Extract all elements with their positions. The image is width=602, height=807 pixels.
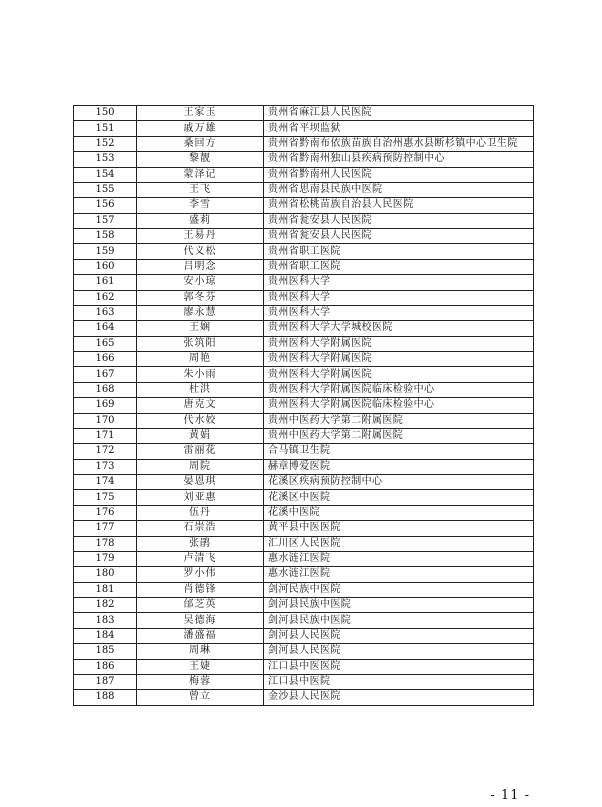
table-row xyxy=(74,428,534,443)
person-name: 桑回方 xyxy=(137,136,264,151)
person-name: 卢清飞 xyxy=(137,551,264,566)
row-number: 178 xyxy=(74,536,137,551)
organization: 贵州省瓮安县人民医院 xyxy=(264,213,534,228)
table-row xyxy=(74,598,534,613)
table-row xyxy=(74,567,534,582)
person-name: 梅蓉 xyxy=(137,674,264,689)
organization: 花溪区疾病预防控制中心 xyxy=(264,475,534,490)
organization: 贵州省黔南州人民医院 xyxy=(264,167,534,182)
row-number: 171 xyxy=(74,428,137,443)
organization: 花溪区中医院 xyxy=(264,490,534,505)
person-name: 肖德锋 xyxy=(137,582,264,597)
table-row xyxy=(74,659,534,674)
table-row xyxy=(74,321,534,336)
organization: 江口县中医医院 xyxy=(264,659,534,674)
table-row xyxy=(74,352,534,367)
organization: 贵州省黔南布依族苗族自治州惠水县断杉镇中心卫生院 xyxy=(264,136,534,151)
table-row xyxy=(74,152,534,167)
organization: 贵州医科大学附属医院 xyxy=(264,336,534,351)
table-row xyxy=(74,490,534,505)
organization: 贵州医科大学附属医院 xyxy=(264,352,534,367)
row-number: 180 xyxy=(74,567,137,582)
row-number: 185 xyxy=(74,644,137,659)
organization: 贵州医科大学大学城校医院 xyxy=(264,321,534,336)
organization: 贵州省松桃苗族自治县人民医院 xyxy=(264,198,534,213)
row-number: 169 xyxy=(74,398,137,413)
person-name: 王婕 xyxy=(137,659,264,674)
table-row xyxy=(74,290,534,305)
table-row xyxy=(74,398,534,413)
row-number: 170 xyxy=(74,413,137,428)
row-number: 154 xyxy=(74,167,137,182)
person-name: 伍丹 xyxy=(137,505,264,520)
table-row xyxy=(74,690,534,705)
table-row xyxy=(74,582,534,597)
person-name: 唐克文 xyxy=(137,398,264,413)
table-row xyxy=(74,674,534,689)
table-row xyxy=(74,213,534,228)
person-name: 盛莉 xyxy=(137,213,264,228)
row-number: 163 xyxy=(74,305,137,320)
person-name: 戚万雄 xyxy=(137,121,264,136)
person-name: 周院 xyxy=(137,459,264,474)
row-number: 166 xyxy=(74,352,137,367)
row-number: 165 xyxy=(74,336,137,351)
organization: 剑河县人民医院 xyxy=(264,628,534,643)
table-row xyxy=(74,444,534,459)
organization: 惠水涟江医院 xyxy=(264,551,534,566)
row-number: 172 xyxy=(74,444,137,459)
table-row xyxy=(74,644,534,659)
table-row xyxy=(74,167,534,182)
organization: 惠水涟江医院 xyxy=(264,567,534,582)
person-name: 王家玉 xyxy=(137,106,264,121)
row-number: 188 xyxy=(74,690,137,705)
organization: 剑河民族中医院 xyxy=(264,582,534,597)
row-number: 182 xyxy=(74,598,137,613)
person-name: 晏恩琪 xyxy=(137,475,264,490)
table-row xyxy=(74,198,534,213)
table-row xyxy=(74,551,534,566)
organization: 贵州医科大学 xyxy=(264,290,534,305)
row-number: 177 xyxy=(74,521,137,536)
table-row xyxy=(74,505,534,520)
table-row xyxy=(74,244,534,259)
organization: 贵州医科大学 xyxy=(264,275,534,290)
table-row xyxy=(74,229,534,244)
person-name: 王飞 xyxy=(137,182,264,197)
organization: 贵州省黔南州独山县疾病预防控制中心 xyxy=(264,152,534,167)
table-row xyxy=(74,305,534,320)
person-name: 黄娟 xyxy=(137,428,264,443)
row-number: 153 xyxy=(74,152,137,167)
row-number: 157 xyxy=(74,213,137,228)
organization: 贵州医科大学 xyxy=(264,305,534,320)
table-row xyxy=(74,275,534,290)
row-number: 158 xyxy=(74,229,137,244)
person-name: 廖永慧 xyxy=(137,305,264,320)
table-row xyxy=(74,336,534,351)
person-name: 安小琼 xyxy=(137,275,264,290)
organization: 剑河县人民医院 xyxy=(264,644,534,659)
row-number: 156 xyxy=(74,198,137,213)
person-name: 石崇浩 xyxy=(137,521,264,536)
person-name: 周艳 xyxy=(137,352,264,367)
table-row xyxy=(74,382,534,397)
person-name: 郭冬芬 xyxy=(137,290,264,305)
organization: 赫章博爱医院 xyxy=(264,459,534,474)
row-number: 159 xyxy=(74,244,137,259)
table-row xyxy=(74,121,534,136)
table-row xyxy=(74,367,534,382)
organization: 贵州医科大学附属医院临床检验中心 xyxy=(264,382,534,397)
person-name: 杜洪 xyxy=(137,382,264,397)
row-number: 175 xyxy=(74,490,137,505)
organization: 花溪中医院 xyxy=(264,505,534,520)
organization: 贵州省职工医院 xyxy=(264,259,534,274)
row-number: 164 xyxy=(74,321,137,336)
row-number: 174 xyxy=(74,475,137,490)
row-number: 183 xyxy=(74,613,137,628)
row-number: 179 xyxy=(74,551,137,566)
row-number: 160 xyxy=(74,259,137,274)
organization: 贵州中医药大学第二附属医院 xyxy=(264,428,534,443)
person-name: 刘亚惠 xyxy=(137,490,264,505)
person-name: 代义松 xyxy=(137,244,264,259)
organization: 黄平县中医医院 xyxy=(264,521,534,536)
row-number: 152 xyxy=(74,136,137,151)
page-number: - 11 - xyxy=(490,788,530,803)
person-name: 李雪 xyxy=(137,198,264,213)
person-name: 代水姣 xyxy=(137,413,264,428)
person-name: 周琳 xyxy=(137,644,264,659)
row-number: 162 xyxy=(74,290,137,305)
row-number: 155 xyxy=(74,182,137,197)
person-name: 曾立 xyxy=(137,690,264,705)
person-name: 张筑阳 xyxy=(137,336,264,351)
row-number: 176 xyxy=(74,505,137,520)
table-row xyxy=(74,628,534,643)
organization: 贵州省麻江县人民医院 xyxy=(264,106,534,121)
row-number: 168 xyxy=(74,382,137,397)
person-name: 王娴 xyxy=(137,321,264,336)
person-name: 邰芝英 xyxy=(137,598,264,613)
organization: 金沙县人民医院 xyxy=(264,690,534,705)
table-row xyxy=(74,521,534,536)
person-name: 张鹃 xyxy=(137,536,264,551)
person-name: 朱小雨 xyxy=(137,367,264,382)
row-number: 161 xyxy=(74,275,137,290)
row-number: 151 xyxy=(74,121,137,136)
row-number: 181 xyxy=(74,582,137,597)
person-name: 蒙泽记 xyxy=(137,167,264,182)
organization: 贵州中医药大学第二附属医院 xyxy=(264,413,534,428)
table-row xyxy=(74,259,534,274)
table-row xyxy=(74,106,534,121)
organization: 贵州省瓮安县人民医院 xyxy=(264,229,534,244)
person-name: 潘盛福 xyxy=(137,628,264,643)
table-row xyxy=(74,136,534,151)
row-number: 184 xyxy=(74,628,137,643)
row-number: 187 xyxy=(74,674,137,689)
person-name: 罗小伟 xyxy=(137,567,264,582)
organization: 合马镇卫生院 xyxy=(264,444,534,459)
row-number: 167 xyxy=(74,367,137,382)
personnel-table xyxy=(73,105,534,706)
table-body xyxy=(74,106,534,706)
person-name: 雷丽花 xyxy=(137,444,264,459)
table-row xyxy=(74,475,534,490)
row-number: 173 xyxy=(74,459,137,474)
row-number: 186 xyxy=(74,659,137,674)
organization: 汇川区人民医院 xyxy=(264,536,534,551)
organization: 江口县中医院 xyxy=(264,674,534,689)
organization: 剑河县民族中医院 xyxy=(264,613,534,628)
table-row xyxy=(74,536,534,551)
person-name: 黎靓 xyxy=(137,152,264,167)
table-row xyxy=(74,413,534,428)
person-name: 吕明念 xyxy=(137,259,264,274)
organization: 剑河县民族中医院 xyxy=(264,598,534,613)
table-row xyxy=(74,613,534,628)
person-name: 吴德海 xyxy=(137,613,264,628)
organization: 贵州省职工医院 xyxy=(264,244,534,259)
person-name: 王易丹 xyxy=(137,229,264,244)
table-row xyxy=(74,182,534,197)
row-number: 150 xyxy=(74,106,137,121)
organization: 贵州省思南县民族中医院 xyxy=(264,182,534,197)
organization: 贵州省平坝监狱 xyxy=(264,121,534,136)
organization: 贵州医科大学附属医院 xyxy=(264,367,534,382)
organization: 贵州医科大学附属医院临床检验中心 xyxy=(264,398,534,413)
table-row xyxy=(74,459,534,474)
